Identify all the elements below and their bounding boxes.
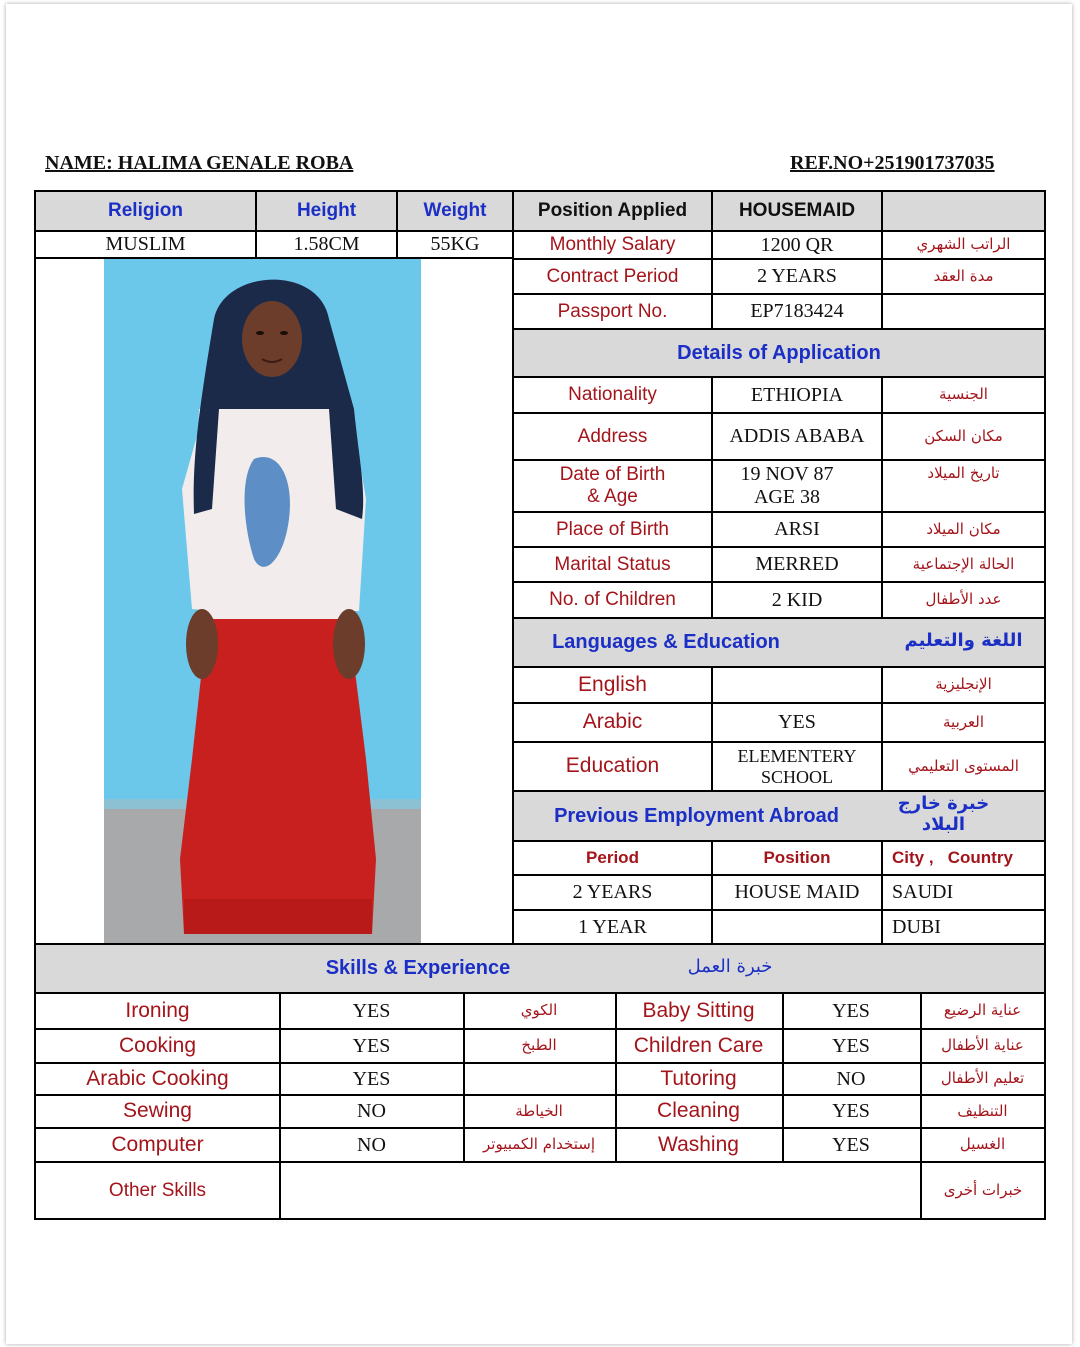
skill-right-arabic: عناية الأطفال <box>941 1036 1024 1055</box>
skill-right-value: YES <box>832 1100 870 1122</box>
skill-left-value: YES <box>352 1067 391 1090</box>
employment-row2-country: DUBI <box>892 915 941 938</box>
skill-left-arabic <box>463 1064 615 1094</box>
birthplace-value: ARSI <box>774 518 820 540</box>
marital-arabic: الحالة الإجتماعية <box>912 554 1015 573</box>
skill-left-arabic: الطبخ <box>521 1036 557 1055</box>
employment-row1-position: HOUSE MAID <box>734 881 860 903</box>
arabic-arabic: العربية <box>943 712 984 731</box>
employment-col-position: Position <box>763 848 831 868</box>
skill-left-value: YES <box>352 999 391 1022</box>
contract-period-value: 2 YEARS <box>757 265 837 287</box>
languages-title-arabic: اللغة والتعليم <box>904 629 1023 651</box>
education-arabic: المستوى التعليمي <box>908 756 1019 775</box>
address-value: ADDIS ABABA <box>729 425 865 447</box>
skill-left-value: YES <box>352 1034 391 1057</box>
marital-value: MERRED <box>755 553 839 575</box>
other-skills-label: Other Skills <box>108 1179 207 1201</box>
height-label: Height <box>296 200 357 222</box>
salary-value: 1200 QR <box>760 233 834 256</box>
marital-label: Marital Status <box>554 553 671 575</box>
languages-title: Languages & Education <box>552 631 780 653</box>
english-label: English <box>578 672 647 696</box>
salary-arabic: الراتب الشهري <box>916 235 1011 254</box>
passport-label: Passport No. <box>557 300 668 322</box>
contract-period-arabic: مدة العقد <box>933 266 994 285</box>
nationality-arabic: الجنسية <box>939 385 988 404</box>
skill-right-label: Washing <box>658 1132 739 1156</box>
education-value-line1: ELEMENTERY <box>737 745 857 766</box>
dob-age: AGE 38 <box>753 486 821 508</box>
skill-right-arabic: الغسيل <box>959 1135 1006 1154</box>
details-title: Details of Application <box>677 341 881 364</box>
employment-col-period: Period <box>586 848 639 868</box>
nationality-label: Nationality <box>568 384 657 406</box>
weight-value: 55KG <box>430 233 480 255</box>
skills-title: Skills & Experience <box>325 957 511 979</box>
applicant-photo <box>104 259 421 944</box>
employment-row2-period: 1 YEAR <box>578 915 647 938</box>
person-photo-icon <box>104 259 421 944</box>
address-arabic: مكان السكن <box>924 426 1003 445</box>
dob-date: 19 NOV 87 <box>740 463 834 485</box>
skill-left-label: Computer <box>111 1132 204 1156</box>
skill-right-label: Children Care <box>633 1033 764 1057</box>
skill-right-label: Tutoring <box>660 1066 737 1090</box>
skill-right-arabic: عناية الرضيع <box>943 1001 1022 1020</box>
contract-period-label: Contract Period <box>546 265 679 287</box>
skill-right-label: Cleaning <box>657 1099 740 1123</box>
children-label: No. of Children <box>549 589 676 611</box>
education-value-line2: SCHOOL <box>760 766 833 787</box>
religion-value: MUSLIM <box>105 233 186 255</box>
skill-right-arabic: التنظيف <box>957 1101 1008 1120</box>
address-label: Address <box>577 425 648 447</box>
dob-label <box>513 460 712 512</box>
employment-title-arabic: خبرة خارج البلاد <box>897 793 990 835</box>
english-arabic: الإنجليزية <box>935 675 992 694</box>
skill-left-value: NO <box>357 1100 386 1122</box>
religion-label: Religion <box>108 200 183 222</box>
salary-label: Monthly Salary <box>549 234 676 256</box>
passport-value: EP7183424 <box>750 300 844 322</box>
skill-right-value: NO <box>836 1067 866 1090</box>
dob-label-line2: & Age <box>587 486 638 507</box>
skill-left-label: Cooking <box>118 1033 197 1057</box>
weight-label: Weight <box>423 200 487 222</box>
height-value: 1.58CM <box>293 233 360 255</box>
skill-left-label: Ironing <box>125 998 190 1022</box>
education-value <box>712 742 882 791</box>
skill-right-value: YES <box>832 999 870 1022</box>
children-value: 2 KID <box>771 588 823 611</box>
dob-label-line1: Date of Birth <box>559 464 666 486</box>
dob-arabic: تاريخ الميلاد <box>927 464 1000 483</box>
skill-left-label: Arabic Cooking <box>86 1066 229 1090</box>
birthplace-arabic: مكان الميلاد <box>926 519 1001 538</box>
skill-left-label: Sewing <box>123 1099 192 1123</box>
position-label: Position Applied <box>537 200 688 222</box>
arabic-label: Arabic <box>582 710 643 734</box>
other-skills-arabic: خبرات أخرى <box>943 1180 1023 1199</box>
skill-right-arabic: تعليم الأطفال <box>940 1069 1025 1088</box>
skill-left-arabic: الخياطة <box>515 1101 563 1120</box>
children-arabic: عدد الأطفال <box>925 590 1002 609</box>
reference-number: REF.NO+251901737035 <box>790 152 995 174</box>
skill-left-arabic: إستخدام الكمبيوتر <box>483 1135 595 1154</box>
dob-value <box>712 460 862 512</box>
skill-right-value: YES <box>832 1133 870 1156</box>
employment-title: Previous Employment Abroad <box>554 804 839 827</box>
employment-row1-country: SAUDI <box>892 881 954 903</box>
employment-row2-position <box>712 910 882 944</box>
arabic-value: YES <box>778 711 816 733</box>
skills-title-arabic: خبرة العمل <box>687 955 773 977</box>
applicant-name: NAME: HALIMA GENALE ROBA <box>45 152 354 174</box>
skill-right-value: YES <box>832 1034 870 1057</box>
english-value <box>712 667 882 703</box>
employment-row1-period: 2 YEARS <box>572 881 653 903</box>
skill-left-value: NO <box>357 1133 386 1156</box>
skill-right-label: Baby Sitting <box>642 998 755 1022</box>
skill-left-arabic: الكوي <box>520 1001 558 1020</box>
position-value: HOUSEMAID <box>738 200 856 222</box>
employment-col-city: City , Country <box>892 848 1013 868</box>
birthplace-label: Place of Birth <box>556 518 669 540</box>
education-label: Education <box>565 754 660 778</box>
nationality-value: ETHIOPIA <box>750 383 844 406</box>
